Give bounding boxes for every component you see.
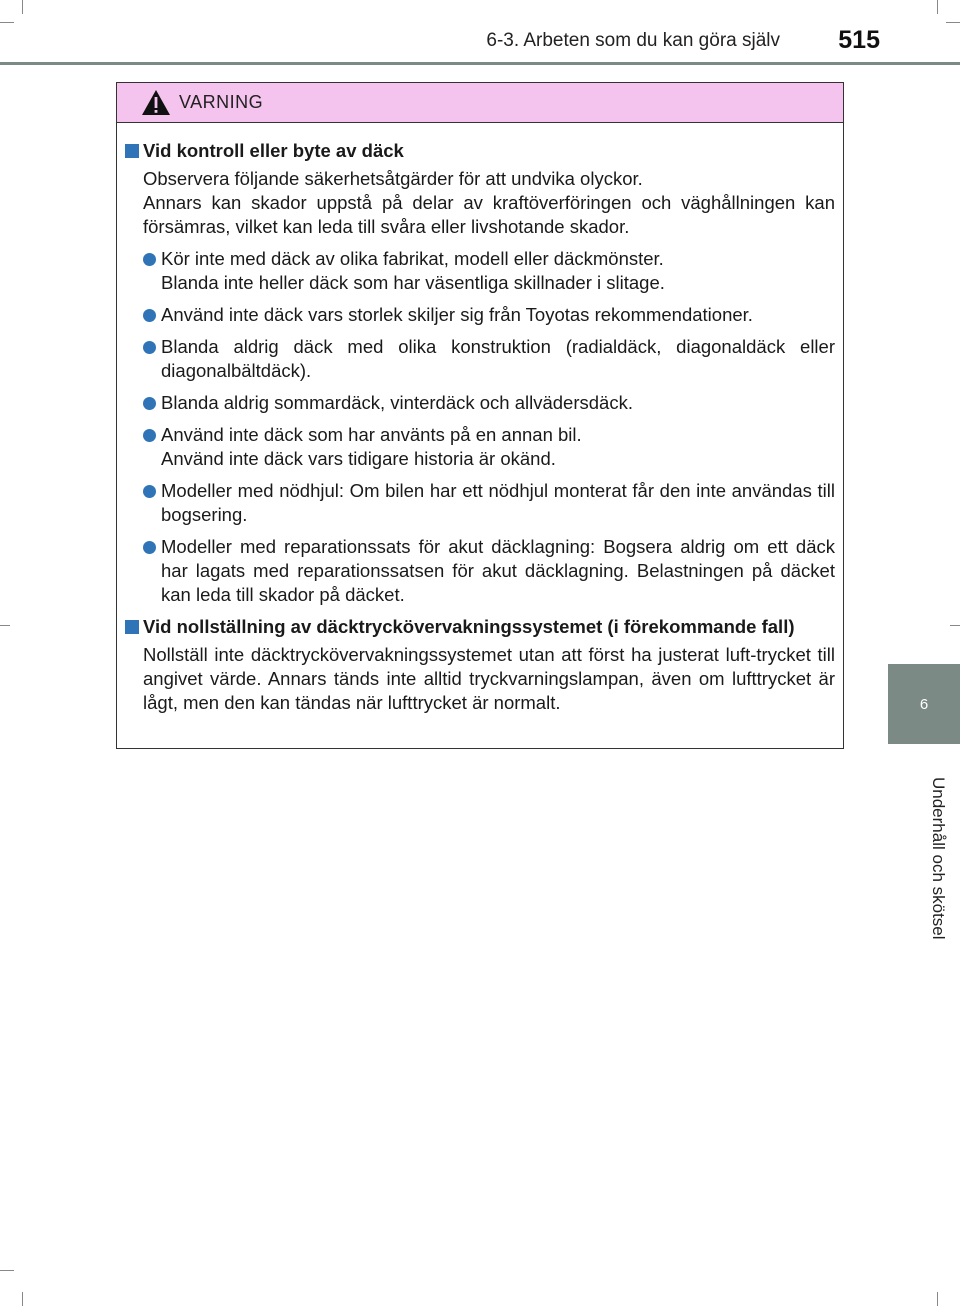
square-bullet-icon	[125, 144, 139, 158]
list-item: Använd inte däck som har använts på en annan bil. Använd inte däck vars tidigare historia är okänd.	[143, 423, 835, 471]
round-bullet-icon	[143, 309, 156, 322]
chapter-number: 6	[919, 695, 929, 713]
round-bullet-icon	[143, 541, 156, 554]
chapter-label: Underhåll och skötsel	[929, 776, 948, 940]
bullet-list	[125, 247, 835, 607]
list-item: Modeller med reparationssats för akut däcklagning: Bogsera aldrig om ett däck har lagats med reparationssatsen för akut däcklagning. Belastningen på däcket kan leda till skador på däcket.	[143, 535, 835, 607]
list-item: Blanda aldrig sommardäck, vinterdäck och allvädersdäck.	[143, 391, 835, 415]
section-intro: Nollställ inte däcktryckövervakningssystemet utan att först ha justerat luft-trycket till angivet värde. Annars tänds inte alltid tryckvarningslampan, även om lufttrycket är lågt, men den kan tändas när lufttrycket är normalt.	[143, 644, 835, 713]
list-item: Använd inte däck vars storlek skiljer sig från Toyotas rekommendationer.	[143, 303, 835, 327]
crop-mark	[946, 22, 960, 23]
section-heading: Vid kontroll eller byte av däck	[125, 139, 835, 163]
list-item: Modeller med nödhjul: Om bilen har ett nödhjul monterat får den inte användas till bogsering.	[143, 479, 835, 527]
round-bullet-icon	[143, 485, 156, 498]
crop-mark	[937, 0, 938, 14]
list-item: Blanda aldrig däck med olika konstruktion (radialdäck, diagonaldäck eller diagonalbältdäck).	[143, 335, 835, 383]
warning-triangle-icon	[141, 89, 171, 116]
chapter-tab	[888, 664, 960, 744]
section-title: 6-3. Arbeten som du kan göra själv	[486, 30, 780, 51]
round-bullet-icon	[143, 253, 156, 266]
round-bullet-icon	[143, 341, 156, 354]
square-bullet-icon	[125, 620, 139, 634]
warning-section	[125, 615, 835, 715]
crop-mark	[22, 0, 23, 14]
crop-mark	[0, 22, 14, 23]
crop-mark	[0, 625, 10, 626]
section-intro: Observera följande säkerhetsåtgärder för att undvika olyckor. Annars kan skador uppstå på delar av kraftöverföringen och väghållningen kan försämras, vilket kan leda till svåra eller livshotande skador.	[143, 168, 835, 237]
crop-mark	[0, 1270, 14, 1271]
round-bullet-icon	[143, 397, 156, 410]
warning-label: VARNING	[179, 92, 264, 112]
warning-box	[116, 82, 844, 749]
crop-mark	[937, 1292, 938, 1306]
section-heading: Vid nollställning av däcktryckövervakningssystemet (i förekommande fall)	[125, 615, 835, 639]
crop-mark	[22, 1292, 23, 1306]
header-rule	[0, 62, 960, 65]
crop-mark	[950, 625, 960, 626]
page-number: 515	[838, 26, 880, 54]
warning-section	[125, 139, 835, 607]
round-bullet-icon	[143, 429, 156, 442]
list-item: Kör inte med däck av olika fabrikat, modell eller däckmönster. Blanda inte heller däck som har väsentliga skillnader i slitage.	[143, 247, 835, 295]
warning-header	[117, 83, 843, 123]
warning-body	[117, 123, 843, 715]
